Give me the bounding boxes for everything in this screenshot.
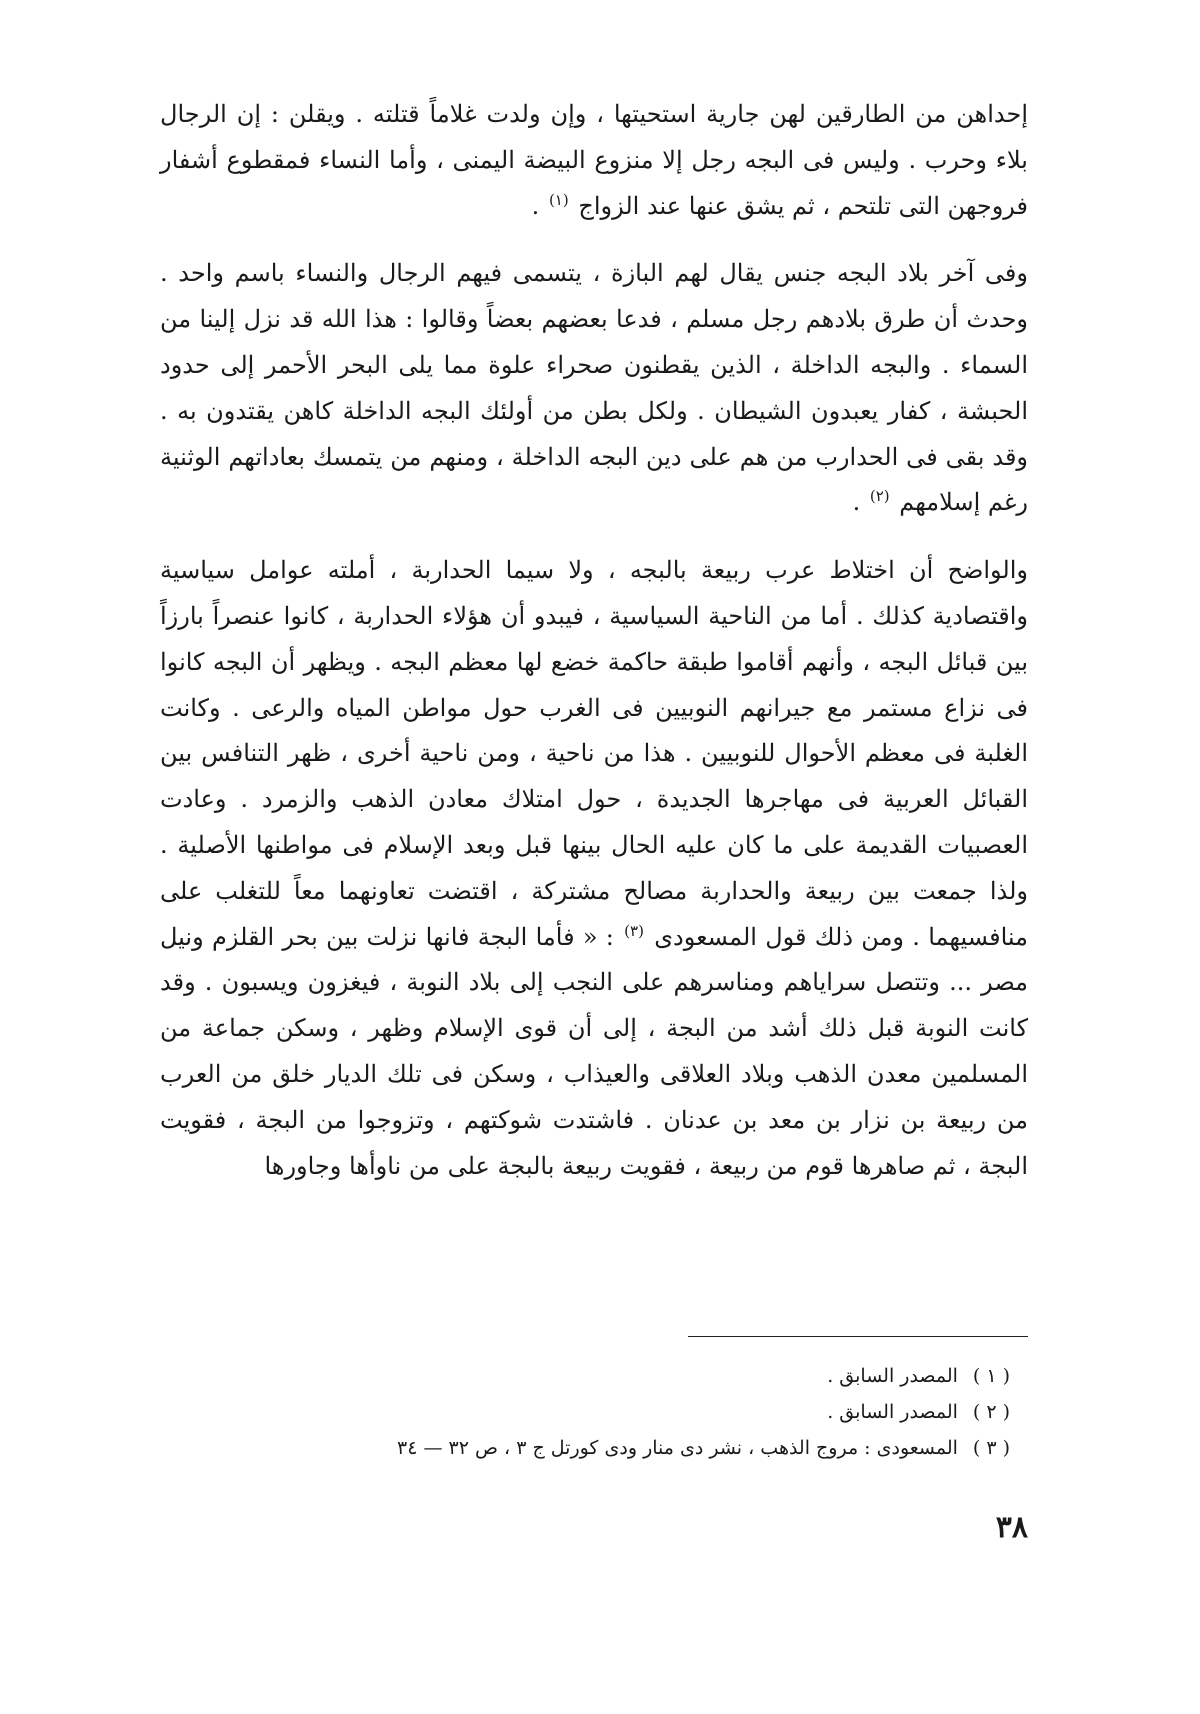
footnote-ref-3[interactable]: (٣) — [624, 921, 644, 940]
footnote-1-number: ( ١ ) — [972, 1365, 1010, 1387]
body-text — [160, 92, 1028, 1189]
footnotes — [160, 1358, 1010, 1466]
paragraph-1 — [160, 92, 1028, 229]
paragraph-2-text: وفى آخر بلاد البجه جنس يقال لهم البازة ، يتسمى فيهم الرجال والنساء باسم واحد . وحدث أن طرق بلادهم رجل مسلم ، فدعا بعضهم بعضاً وقالوا : هذا الله قد نزل إلينا من السماء . والبجه الداخلة ، الذين يقطنون صحراء علوة مما يلى البحر الأحمر إلى حدود الحبشة ، كفار يعبدون الشيطان . ولكل بطن من أولئك البجه الداخلة كاهن يقتدون به . وقد بقى فى الحدارب من هم على دين البجه الداخلة ، ومنهم من يتمسك بعاداتهم الوثنية رغم إسلامهم — [160, 259, 1028, 517]
paragraph-1-text: إحداهن من الطارقين لهن جارية استحيتها ، وإن ولدت غلاماً قتلته . ويقلن : إن الرجال بلاء وحرب . وليس فى البجه رجل إلا منزوع البيضة اليمنى ، وأما النساء فمقطوع أشفار فروجهن التى تلتحم ، ثم يشق عنها عند الزواج — [160, 100, 1028, 220]
footnote-2-text: المصدر السابق . — [827, 1401, 958, 1423]
footnote-2 — [160, 1394, 1010, 1430]
footnote-ref-2[interactable]: (٢) — [869, 487, 890, 506]
paragraph-3-text: والواضح أن اختلاط عرب ربيعة بالبجه ، ولا سيما الحداربة ، أملته عوامل سياسية واقتصادية كذلك . أما من الناحية السياسية ، فيبدو أن هؤلاء الحداربة ، كانوا عنصراً بارزاً بين قبائل البجه ، وأنهم أقاموا طبقة حاكمة خضع لها معظم البجه . ويظهر أن البجه كانوا فى نزاع مستمر مع جيرانهم النوبيين فى الغرب حول مواطن المياه والرعى . وكانت الغلبة فى معظم الأحوال للنوبيين . هذا من ناحية ، ومن ناحية أخرى ، ظهر التنافس بين القبائل العربية فى مهاجرها الجديدة ، حول امتلاك معادن الذهب والزمرد . وعادت العصبيات القديمة على ما كان عليه الحال بينها قبل وبعد الإسلام فى مواطنها الأصلية . ولذا جمعت بين ربيعة والحداربة مصالح مشتركة ، اقتضت تعاونهما معاً للتغلب على منافسيهما . ومن ذلك قول المسعودى — [160, 556, 1028, 951]
paragraph-2 — [160, 251, 1028, 526]
footnote-3-text: المسعودى : مروج الذهب ، نشر دى منار ودى كورتل ج ٣ ، ص ٣٢ — ٣٤ — [397, 1437, 958, 1459]
footnote-2-number: ( ٢ ) — [972, 1401, 1010, 1423]
paragraph-1-end: . — [531, 191, 540, 220]
page-number: ٣٨ — [995, 1510, 1028, 1545]
paragraph-3-quote: : « فأما البجة فانها نزلت بين بحر القلزم ونيل مصر ... وتتصل سراياهم ومناسرهم على النجب إلى بلاد النوبة ، فيغزون ويسبون . وقد كانت النوبة قبل ذلك أشد من البجة ، إلى أن قوى الإسلام وظهر ، وسكن جماعة من المسلمين معدن الذهب وبلاد العلاقى والعيذاب ، وسكن فى تلك الديار خلق من العرب من ربيعة بن نزار بن معد بن عدنان . فاشتدت شوكتهم ، وتزوجوا من البجة ، فقويت البجة ، ثم صاهرها قوم من ربيعة ، فقويت ربيعة بالبجة على من ناوأها وجاورها — [160, 922, 1029, 1180]
footnote-3 — [160, 1430, 1010, 1466]
footnote-3-number: ( ٣ ) — [972, 1437, 1010, 1459]
footnote-1-text: المصدر السابق . — [827, 1365, 958, 1387]
paragraph-2-end: . — [852, 488, 861, 517]
footnote-ref-1[interactable]: (١) — [548, 190, 569, 209]
paragraph-3 — [160, 548, 1028, 1189]
footnote-1 — [160, 1358, 1010, 1394]
footnote-separator — [688, 1336, 1028, 1337]
